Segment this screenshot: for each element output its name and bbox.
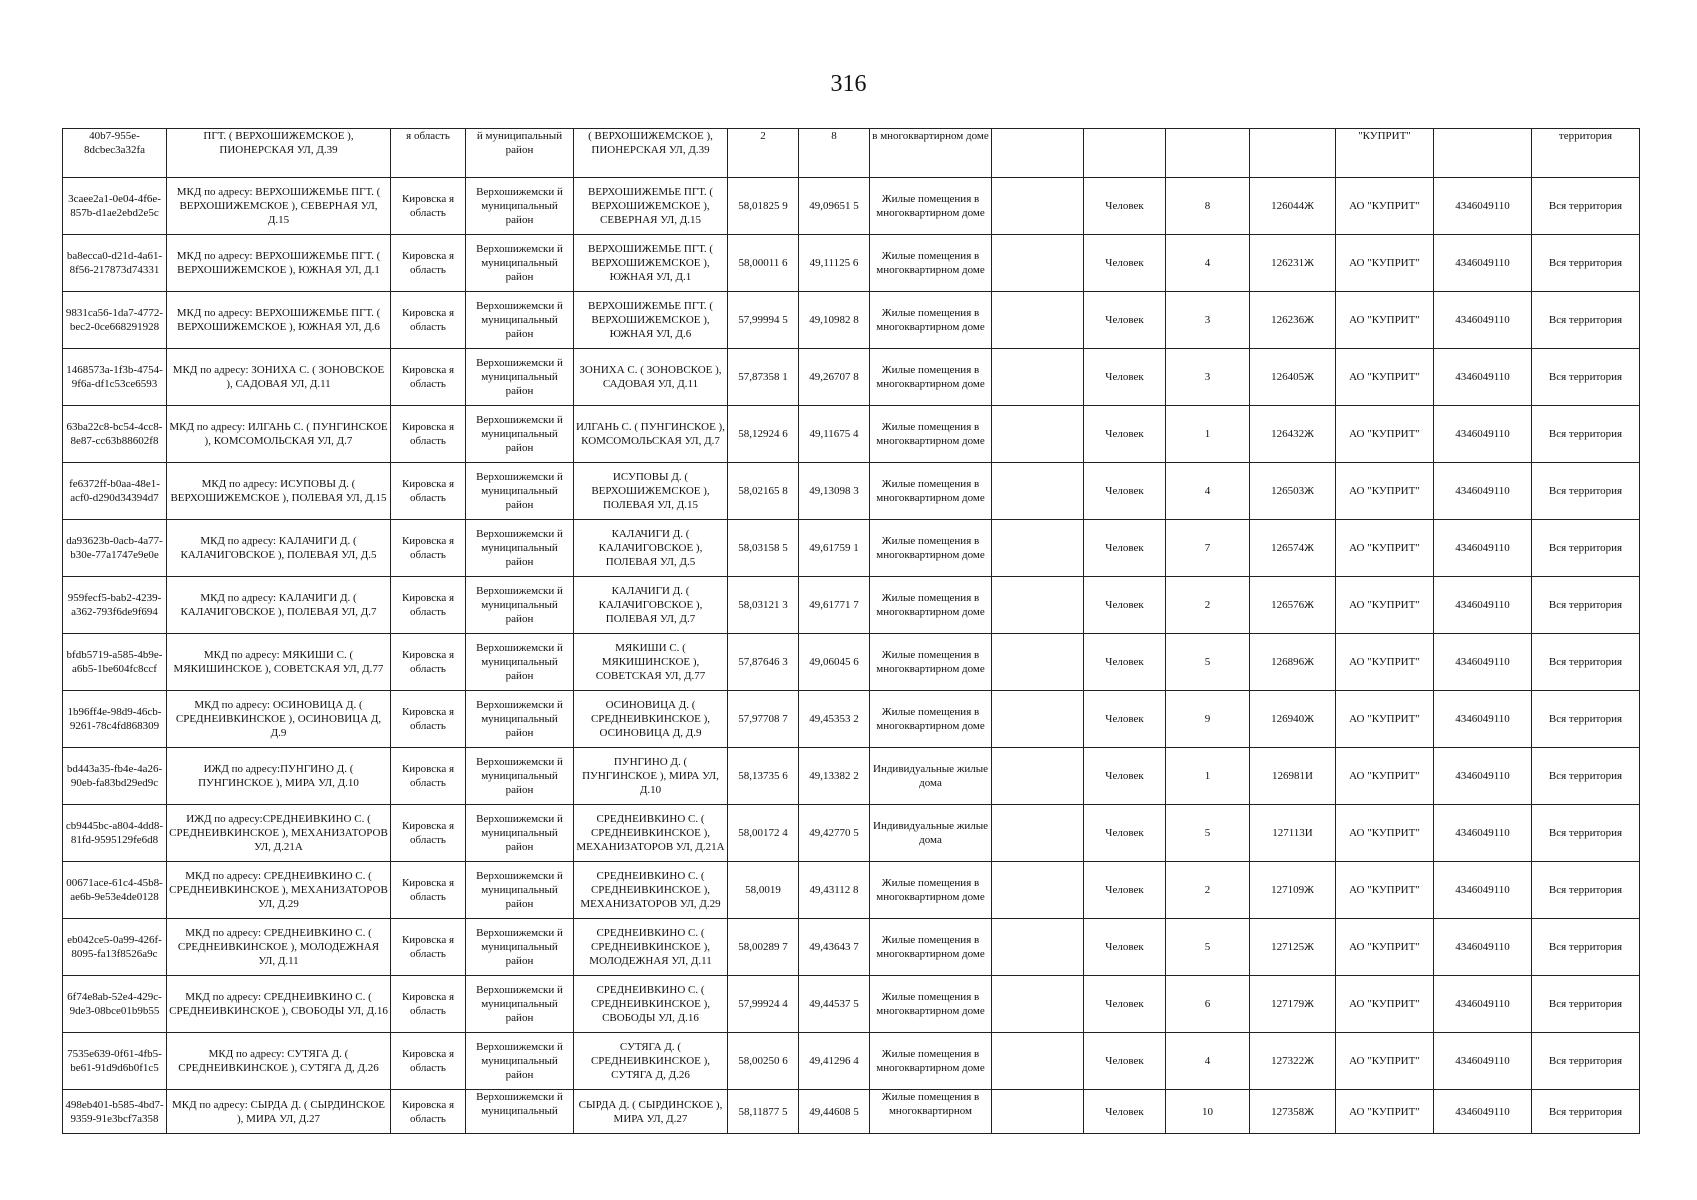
table-row [63,748,1640,805]
territory-cell: Вся территория [1532,463,1640,520]
object-type-cell: Индивидуальные жилые дома [870,748,992,805]
unit-cell: Человек [1084,634,1166,691]
address-cell: ( ВЕРХОШИЖЕМСКОЕ ), ПИОНЕРСКАЯ УЛ, Д.39 [574,129,728,178]
count-cell: 4 [1166,235,1250,292]
territory-cell: Вся территория [1532,520,1640,577]
count-cell: 6 [1166,976,1250,1033]
region-cell: Кировска я область [391,349,466,406]
inn-cell: 4346049110 [1434,1033,1532,1090]
territory-cell: Вся территория [1532,919,1640,976]
guid-cell: 1468573a-1f3b-4754-9f6a-df1c53ce6593 [63,349,167,406]
guid-cell: 7535e639-0f61-4fb5-be61-91d9d6b0f1c5 [63,1033,167,1090]
table-row [63,976,1640,1033]
organization-cell: АО "КУПРИТ" [1336,976,1434,1033]
organization-cell: АО "КУПРИТ" [1336,577,1434,634]
latitude-cell: 58,00011 6 [728,235,799,292]
address-cell: ЗОНИХА С. ( ЗОНОВСКОЕ ), САДОВАЯ УЛ, Д.11 [574,349,728,406]
district-cell: Верхошижемски й муниципальный район [466,862,574,919]
code-cell: 126236Ж [1250,292,1336,349]
district-cell: Верхошижемски й муниципальный район [466,634,574,691]
address-cell: МЯКИШИ С. ( МЯКИШИНСКОЕ ), СОВЕТСКАЯ УЛ, Д.77 [574,634,728,691]
table-row [63,292,1640,349]
object-type-cell: Жилые помещения в многоквартирном доме [870,862,992,919]
code-cell: 126432Ж [1250,406,1336,463]
object-name-cell: МКД по адресу: ВЕРХОШИЖЕМЬЕ ПГТ. ( ВЕРХОШИЖЕМСКОЕ ), ЮЖНАЯ УЛ, Д.6 [167,292,391,349]
longitude-cell: 49,41296 4 [799,1033,870,1090]
district-cell: Верхошижемски й муниципальный район [466,748,574,805]
address-cell: ОСИНОВИЦА Д. ( СРЕДНЕИВКИНСКОЕ ), ОСИНОВИЦА Д, Д.9 [574,691,728,748]
guid-cell: fe6372ff-b0aa-48e1-acf0-d290d34394d7 [63,463,167,520]
guid-cell: ba8ecca0-d21d-4a61-8f56-217873d74331 [63,235,167,292]
latitude-cell: 57,99994 5 [728,292,799,349]
object-name-cell: МКД по адресу: СУТЯГА Д. ( СРЕДНЕИВКИНСКОЕ ), СУТЯГА Д, Д.26 [167,1033,391,1090]
guid-cell: 00671ace-61c4-45b8-ae6b-9e53e4de0128 [63,862,167,919]
address-cell: ПУНГИНО Д. ( ПУНГИНСКОЕ ), МИРА УЛ, Д.10 [574,748,728,805]
inn-cell: 4346049110 [1434,178,1532,235]
unit-cell: Человек [1084,292,1166,349]
longitude-cell: 49,43112 8 [799,862,870,919]
address-cell: СРЕДНЕИВКИНО С. ( СРЕДНЕИВКИНСКОЕ ), МЕХАНИЗАТОРОВ УЛ, Д.21А [574,805,728,862]
territory-cell: Вся территория [1532,292,1640,349]
territory-cell: Вся территория [1532,235,1640,292]
code-cell: 126044Ж [1250,178,1336,235]
table-row [63,349,1640,406]
address-cell: КАЛАЧИГИ Д. ( КАЛАЧИГОВСКОЕ ), ПОЛЕВАЯ УЛ, Д.7 [574,577,728,634]
guid-cell: eb042ce5-0a99-426f-8095-fa13f8526a9c [63,919,167,976]
address-cell: СРЕДНЕИВКИНО С. ( СРЕДНЕИВКИНСКОЕ ), МОЛОДЕЖНАЯ УЛ, Д.11 [574,919,728,976]
code-cell: 126503Ж [1250,463,1336,520]
object-name-cell: ИЖД по адресу:СРЕДНЕИВКИНО С. ( СРЕДНЕИВКИНСКОЕ ), МЕХАНИЗАТОРОВ УЛ, Д.21А [167,805,391,862]
inn-cell: 4346049110 [1434,976,1532,1033]
blank-cell-2 [992,406,1084,463]
blank-cell-2 [992,805,1084,862]
registry-body [63,129,1640,1134]
region-cell: Кировска я область [391,976,466,1033]
count-cell: 9 [1166,691,1250,748]
region-cell: Кировска я область [391,634,466,691]
region-cell: Кировска я область [391,463,466,520]
inn-cell: 4346049110 [1434,748,1532,805]
territory-cell: Вся территория [1532,748,1640,805]
latitude-cell: 57,87358 1 [728,349,799,406]
unit-cell: Человек [1084,349,1166,406]
unit-cell: Человек [1084,691,1166,748]
table-row [63,691,1640,748]
code-cell: 126231Ж [1250,235,1336,292]
territory-cell: Вся территория [1532,1090,1640,1134]
latitude-cell: 58,02165 8 [728,463,799,520]
organization-cell: АО "КУПРИТ" [1336,1090,1434,1134]
unit-cell: Человек [1084,862,1166,919]
count-cell: 3 [1166,349,1250,406]
inn-cell: 4346049110 [1434,520,1532,577]
district-cell: Верхошижемски й муниципальный район [466,805,574,862]
district-cell: Верхошижемски й муниципальный район [466,919,574,976]
unit-cell: Человек [1084,748,1166,805]
address-cell: СУТЯГА Д. ( СРЕДНЕИВКИНСКОЕ ), СУТЯГА Д, Д.26 [574,1033,728,1090]
latitude-cell: 58,00250 6 [728,1033,799,1090]
guid-cell: bfdb5719-a585-4b9e-a6b5-1be604fc8ccf [63,634,167,691]
inn-cell: 4346049110 [1434,406,1532,463]
territory-cell: территория [1532,129,1640,178]
table-row [63,634,1640,691]
count-cell: 5 [1166,634,1250,691]
object-name-cell: МКД по адресу: ВЕРХОШИЖЕМЬЕ ПГТ. ( ВЕРХОШИЖЕМСКОЕ ), СЕВЕРНАЯ УЛ, Д.15 [167,178,391,235]
inn-cell: 4346049110 [1434,349,1532,406]
inn-cell: 4346049110 [1434,577,1532,634]
longitude-cell: 49,61771 7 [799,577,870,634]
count-cell [1166,129,1250,178]
guid-cell: 1b96ff4e-98d9-46cb-9261-78c4fd868309 [63,691,167,748]
object-name-cell: МКД по адресу: ИЛГАНЬ С. ( ПУНГИНСКОЕ ), КОМСОМОЛЬСКАЯ УЛ, Д.7 [167,406,391,463]
code-cell: 127358Ж [1250,1090,1336,1134]
guid-cell: 959fecf5-bab2-4239-a362-793f6de9f694 [63,577,167,634]
inn-cell: 4346049110 [1434,862,1532,919]
object-name-cell: МКД по адресу: КАЛАЧИГИ Д. ( КАЛАЧИГОВСКОЕ ), ПОЛЕВАЯ УЛ, Д.7 [167,577,391,634]
count-cell: 1 [1166,748,1250,805]
inn-cell: 4346049110 [1434,292,1532,349]
object-name-cell: ИЖД по адресу:ПУНГИНО Д. ( ПУНГИНСКОЕ ), МИРА УЛ, Д.10 [167,748,391,805]
inn-cell: 4346049110 [1434,235,1532,292]
organization-cell: АО "КУПРИТ" [1336,691,1434,748]
table-row [63,862,1640,919]
region-cell: Кировска я область [391,292,466,349]
address-cell: ВЕРХОШИЖЕМЬЕ ПГТ. ( ВЕРХОШИЖЕМСКОЕ ), СЕВЕРНАЯ УЛ, Д.15 [574,178,728,235]
object-name-cell: МКД по адресу: СРЕДНЕИВКИНО С. ( СРЕДНЕИВКИНСКОЕ ), МЕХАНИЗАТОРОВ УЛ, Д.29 [167,862,391,919]
district-cell: Верхошижемски й муниципальный район [466,349,574,406]
table-row [63,406,1640,463]
blank-cell-2 [992,862,1084,919]
object-type-cell: Жилые помещения в многоквартирном доме [870,1033,992,1090]
object-name-cell: МКД по адресу: СЫРДА Д. ( СЫРДИНСКОЕ ), МИРА УЛ, Д.27 [167,1090,391,1134]
longitude-cell: 49,44537 5 [799,976,870,1033]
latitude-cell: 57,97708 7 [728,691,799,748]
code-cell: 126576Ж [1250,577,1336,634]
count-cell: 2 [1166,577,1250,634]
longitude-cell: 8 [799,129,870,178]
address-cell: СРЕДНЕИВКИНО С. ( СРЕДНЕИВКИНСКОЕ ), СВОБОДЫ УЛ, Д.16 [574,976,728,1033]
code-cell: 127322Ж [1250,1033,1336,1090]
object-type-cell: Жилые помещения в многоквартирном доме [870,235,992,292]
district-cell: Верхошижемски й муниципальный район [466,178,574,235]
code-cell: 126574Ж [1250,520,1336,577]
table-row [63,463,1640,520]
region-cell: Кировска я область [391,691,466,748]
inn-cell: 4346049110 [1434,463,1532,520]
territory-cell: Вся территория [1532,577,1640,634]
blank-cell-2 [992,178,1084,235]
blank-cell-2 [992,235,1084,292]
object-type-cell: Жилые помещения в многоквартирном доме [870,406,992,463]
district-cell: Верхошижемски й муниципальный район [466,976,574,1033]
blank-cell-2 [992,1033,1084,1090]
latitude-cell: 57,99924 4 [728,976,799,1033]
longitude-cell: 49,13098 3 [799,463,870,520]
territory-cell: Вся территория [1532,178,1640,235]
guid-cell: 63ba22c8-bc54-4cc8-8e87-cc63b88602f8 [63,406,167,463]
organization-cell: АО "КУПРИТ" [1336,292,1434,349]
blank-cell-2 [992,463,1084,520]
object-type-cell: Жилые помещения в многоквартирном доме [870,577,992,634]
organization-cell: АО "КУПРИТ" [1336,634,1434,691]
object-name-cell: МКД по адресу: ОСИНОВИЦА Д. ( СРЕДНЕИВКИНСКОЕ ), ОСИНОВИЦА Д, Д.9 [167,691,391,748]
territory-cell: Вся территория [1532,634,1640,691]
blank-cell-2 [992,520,1084,577]
guid-cell: cb9445bc-a804-4dd8-81fd-9595129fe6d8 [63,805,167,862]
longitude-cell: 49,26707 8 [799,349,870,406]
address-cell: СРЕДНЕИВКИНО С. ( СРЕДНЕИВКИНСКОЕ ), МЕХАНИЗАТОРОВ УЛ, Д.29 [574,862,728,919]
address-cell: ИСУПОВЫ Д. ( ВЕРХОШИЖЕМСКОЕ ), ПОЛЕВАЯ УЛ, Д.15 [574,463,728,520]
object-type-cell: Жилые помещения в многоквартирном доме [870,520,992,577]
code-cell: 127179Ж [1250,976,1336,1033]
unit-cell: Человек [1084,976,1166,1033]
region-cell: Кировска я область [391,235,466,292]
address-cell: СЫРДА Д. ( СЫРДИНСКОЕ ), МИРА УЛ, Д.27 [574,1090,728,1134]
district-cell: Верхошижемски й муниципальный район [466,406,574,463]
unit-cell: Человек [1084,520,1166,577]
object-name-cell: ПГТ. ( ВЕРХОШИЖЕМСКОЕ ), ПИОНЕРСКАЯ УЛ, Д.39 [167,129,391,178]
region-cell: Кировска я область [391,862,466,919]
district-cell: Верхошижемски й муниципальный район [466,577,574,634]
object-type-cell: Индивидуальные жилые дома [870,805,992,862]
region-cell: Кировска я область [391,919,466,976]
longitude-cell: 49,11675 4 [799,406,870,463]
latitude-cell: 2 [728,129,799,178]
address-cell: ВЕРХОШИЖЕМЬЕ ПГТ. ( ВЕРХОШИЖЕМСКОЕ ), ЮЖНАЯ УЛ, Д.6 [574,292,728,349]
latitude-cell: 57,87646 3 [728,634,799,691]
region-cell: Кировска я область [391,805,466,862]
page-number: 316 [830,71,867,97]
guid-cell: da93623b-0acb-4a77-b30e-77a1747e9e0e [63,520,167,577]
object-name-cell: МКД по адресу: СРЕДНЕИВКИНО С. ( СРЕДНЕИВКИНСКОЕ ), МОЛОДЕЖНАЯ УЛ, Д.11 [167,919,391,976]
longitude-cell: 49,11125 6 [799,235,870,292]
code-cell: 126896Ж [1250,634,1336,691]
object-name-cell: МКД по адресу: ЗОНИХА С. ( ЗОНОВСКОЕ ), САДОВАЯ УЛ, Д.11 [167,349,391,406]
object-type-cell: Жилые помещения в многоквартирном доме [870,691,992,748]
inn-cell: 4346049110 [1434,919,1532,976]
organization-cell: АО "КУПРИТ" [1336,748,1434,805]
territory-cell: Вся территория [1532,691,1640,748]
object-name-cell: МКД по адресу: ИСУПОВЫ Д. ( ВЕРХОШИЖЕМСКОЕ ), ПОЛЕВАЯ УЛ, Д.15 [167,463,391,520]
count-cell: 4 [1166,463,1250,520]
latitude-cell: 58,03121 3 [728,577,799,634]
object-name-cell: МКД по адресу: СРЕДНЕИВКИНО С. ( СРЕДНЕИВКИНСКОЕ ), СВОБОДЫ УЛ, Д.16 [167,976,391,1033]
longitude-cell: 49,43643 7 [799,919,870,976]
region-cell: Кировска я область [391,1033,466,1090]
object-type-cell: Жилые помещения в многоквартирном [870,1090,992,1134]
territory-cell: Вся территория [1532,1033,1640,1090]
guid-cell: bd443a35-fb4e-4a26-90eb-fa83bd29ed9c [63,748,167,805]
count-cell: 5 [1166,919,1250,976]
table-row [63,1033,1640,1090]
region-cell: Кировска я область [391,1090,466,1134]
latitude-cell: 58,13735 6 [728,748,799,805]
object-name-cell: МКД по адресу: МЯКИШИ С. ( МЯКИШИНСКОЕ ), СОВЕТСКАЯ УЛ, Д.77 [167,634,391,691]
count-cell: 8 [1166,178,1250,235]
longitude-cell: 49,06045 6 [799,634,870,691]
organization-cell: АО "КУПРИТ" [1336,406,1434,463]
territory-cell: Вся территория [1532,349,1640,406]
organization-cell: АО "КУПРИТ" [1336,520,1434,577]
region-cell: Кировска я область [391,748,466,805]
region-cell: Кировска я область [391,577,466,634]
blank-cell-2 [992,976,1084,1033]
latitude-cell: 58,00172 4 [728,805,799,862]
unit-cell: Человек [1084,178,1166,235]
count-cell: 4 [1166,1033,1250,1090]
district-cell: Верхошижемски й муниципальный район [466,691,574,748]
organization-cell: "КУПРИТ" [1336,129,1434,178]
code-cell [1250,129,1336,178]
inn-cell: 4346049110 [1434,691,1532,748]
territory-cell: Вся территория [1532,976,1640,1033]
guid-cell: 9831ca56-1da7-4772-bec2-0ce668291928 [63,292,167,349]
unit-cell: Человек [1084,577,1166,634]
table-row [63,235,1640,292]
count-cell: 2 [1166,862,1250,919]
longitude-cell: 49,44608 5 [799,1090,870,1134]
longitude-cell: 49,10982 8 [799,292,870,349]
territory-cell: Вся территория [1532,406,1640,463]
table-row [63,919,1640,976]
table-row [63,520,1640,577]
unit-cell: Человек [1084,805,1166,862]
territory-cell: Вся территория [1532,805,1640,862]
region-cell: я область [391,129,466,178]
guid-cell: 40b7-955e-8dcbec3a32fa [63,129,167,178]
address-cell: КАЛАЧИГИ Д. ( КАЛАЧИГОВСКОЕ ), ПОЛЕВАЯ УЛ, Д.5 [574,520,728,577]
organization-cell: АО "КУПРИТ" [1336,1033,1434,1090]
blank-cell-2 [992,1090,1084,1134]
territory-cell: Вся территория [1532,862,1640,919]
object-name-cell: МКД по адресу: ВЕРХОШИЖЕМЬЕ ПГТ. ( ВЕРХОШИЖЕМСКОЕ ), ЮЖНАЯ УЛ, Д.1 [167,235,391,292]
organization-cell: АО "КУПРИТ" [1336,463,1434,520]
code-cell: 127113И [1250,805,1336,862]
district-cell: Верхошижемски й муниципальный [466,1090,574,1134]
blank-cell-2 [992,129,1084,178]
organization-cell: АО "КУПРИТ" [1336,805,1434,862]
guid-cell: 6f74e8ab-52e4-429c-9de3-08bce01b9b55 [63,976,167,1033]
object-type-cell: в многоквартирном доме [870,129,992,178]
organization-cell: АО "КУПРИТ" [1336,235,1434,292]
latitude-cell: 58,11877 5 [728,1090,799,1134]
longitude-cell: 49,61759 1 [799,520,870,577]
inn-cell: 4346049110 [1434,805,1532,862]
longitude-cell: 49,42770 5 [799,805,870,862]
blank-cell-2 [992,748,1084,805]
blank-cell-2 [992,577,1084,634]
district-cell: Верхошижемски й муниципальный район [466,1033,574,1090]
unit-cell: Человек [1084,235,1166,292]
table-row [63,1090,1640,1134]
latitude-cell: 58,03158 5 [728,520,799,577]
table-row [63,805,1640,862]
table-row [63,178,1640,235]
count-cell: 1 [1166,406,1250,463]
inn-cell: 4346049110 [1434,634,1532,691]
code-cell: 126940Ж [1250,691,1336,748]
code-cell: 126405Ж [1250,349,1336,406]
blank-cell-2 [992,349,1084,406]
table-row [63,577,1640,634]
latitude-cell: 58,01825 9 [728,178,799,235]
code-cell: 127109Ж [1250,862,1336,919]
count-cell: 3 [1166,292,1250,349]
unit-cell [1084,129,1166,178]
blank-cell-2 [992,634,1084,691]
unit-cell: Человек [1084,919,1166,976]
blank-cell-2 [992,919,1084,976]
longitude-cell: 49,45353 2 [799,691,870,748]
latitude-cell: 58,0019 [728,862,799,919]
inn-cell: 4346049110 [1434,1090,1532,1134]
code-cell: 127125Ж [1250,919,1336,976]
registry-table [62,128,1640,1134]
blank-cell-2 [992,691,1084,748]
organization-cell: АО "КУПРИТ" [1336,862,1434,919]
object-type-cell: Жилые помещения в многоквартирном доме [870,919,992,976]
district-cell: Верхошижемски й муниципальный район [466,463,574,520]
guid-cell: 498eb401-b585-4bd7-9359-91e3bcf7a358 [63,1090,167,1134]
object-name-cell: МКД по адресу: КАЛАЧИГИ Д. ( КАЛАЧИГОВСКОЕ ), ПОЛЕВАЯ УЛ, Д.5 [167,520,391,577]
longitude-cell: 49,13382 2 [799,748,870,805]
inn-cell [1434,129,1532,178]
district-cell: Верхошижемски й муниципальный район [466,292,574,349]
district-cell: й муниципальный район [466,129,574,178]
latitude-cell: 58,12924 6 [728,406,799,463]
organization-cell: АО "КУПРИТ" [1336,919,1434,976]
organization-cell: АО "КУПРИТ" [1336,349,1434,406]
organization-cell: АО "КУПРИТ" [1336,178,1434,235]
region-cell: Кировска я область [391,406,466,463]
table-row [63,129,1640,178]
code-cell: 126981И [1250,748,1336,805]
count-cell: 10 [1166,1090,1250,1134]
unit-cell: Человек [1084,1090,1166,1134]
unit-cell: Человек [1084,1033,1166,1090]
blank-cell-2 [992,292,1084,349]
object-type-cell: Жилые помещения в многоквартирном доме [870,634,992,691]
address-cell: ВЕРХОШИЖЕМЬЕ ПГТ. ( ВЕРХОШИЖЕМСКОЕ ), ЮЖНАЯ УЛ, Д.1 [574,235,728,292]
district-cell: Верхошижемски й муниципальный район [466,235,574,292]
count-cell: 5 [1166,805,1250,862]
district-cell: Верхошижемски й муниципальный район [466,520,574,577]
longitude-cell: 49,09651 5 [799,178,870,235]
latitude-cell: 58,00289 7 [728,919,799,976]
count-cell: 7 [1166,520,1250,577]
object-type-cell: Жилые помещения в многоквартирном доме [870,463,992,520]
object-type-cell: Жилые помещения в многоквартирном доме [870,292,992,349]
guid-cell: 3caee2a1-0e04-4f6e-857b-d1ae2ebd2e5c [63,178,167,235]
unit-cell: Человек [1084,463,1166,520]
object-type-cell: Жилые помещения в многоквартирном доме [870,178,992,235]
address-cell: ИЛГАНЬ С. ( ПУНГИНСКОЕ ), КОМСОМОЛЬСКАЯ УЛ, Д.7 [574,406,728,463]
object-type-cell: Жилые помещения в многоквартирном доме [870,976,992,1033]
object-type-cell: Жилые помещения в многоквартирном доме [870,349,992,406]
region-cell: Кировска я область [391,178,466,235]
region-cell: Кировска я область [391,520,466,577]
unit-cell: Человек [1084,406,1166,463]
